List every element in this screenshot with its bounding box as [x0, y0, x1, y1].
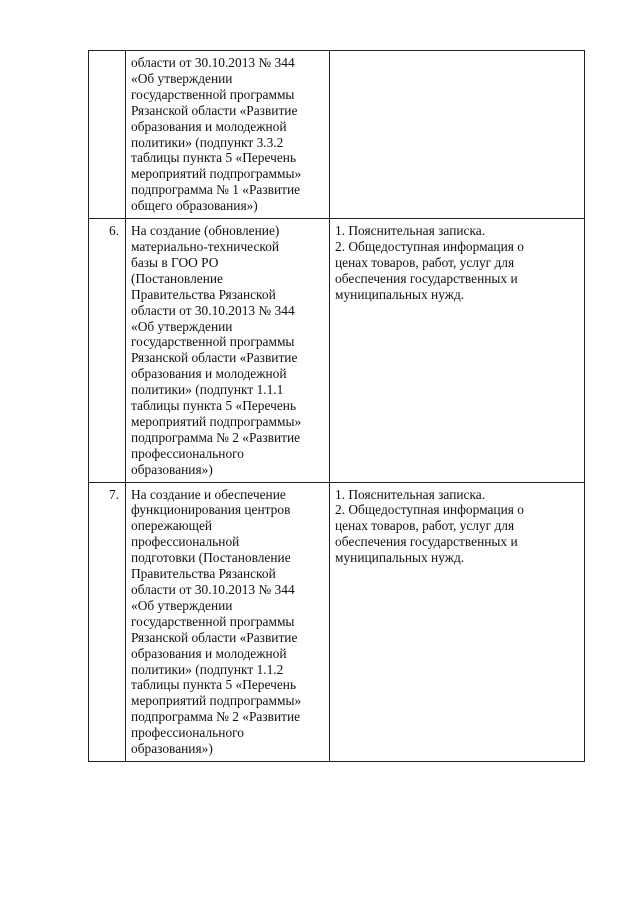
description-line: образования») [131, 461, 213, 477]
documents-line: муниципальных нужд. [335, 550, 465, 566]
documents-cell [330, 482, 585, 761]
description-line: «Об утверждении [131, 597, 233, 613]
table-body [89, 51, 585, 762]
documents-line: 2. Общедоступная информация о [335, 502, 524, 518]
description-line: Рязанской области «Развитие [131, 629, 298, 645]
documents-cell [330, 219, 585, 483]
documents-line: ценах товаров, работ, услуг для [335, 254, 515, 270]
description-line: общего образования») [131, 198, 258, 214]
description-line: профессиональной [131, 534, 240, 550]
documents-line: 1. Пояснительная записка. [335, 486, 486, 502]
documents-line: обеспечения государственных и [335, 534, 518, 550]
description-line: области от 30.10.2013 № 344 [131, 582, 295, 597]
description-line: Правительства Рязанской [131, 566, 276, 582]
row-number: 7. [108, 486, 119, 502]
description-line: мероприятий подпрограммы» [131, 166, 302, 182]
description-line: государственной программы [131, 334, 295, 350]
description-line: таблицы пункта 5 «Перечень [131, 677, 297, 693]
description-line: мероприятий подпрограммы» [131, 413, 302, 429]
description-line: (Постановление [131, 270, 223, 286]
row-number: 6. [108, 223, 119, 239]
row-number-cell [89, 219, 126, 483]
row-number-cell [89, 482, 126, 761]
description-line: мероприятий подпрограммы» [131, 693, 302, 709]
description-cell [126, 219, 330, 483]
documents-line: 2. Общедоступная информация о [335, 238, 524, 254]
description-line: образования и молодежной [131, 118, 287, 134]
description-line: политики» (подпункт 3.3.2 [131, 134, 284, 150]
description-line: политики» (подпункт 1.1.2 [131, 661, 284, 677]
description-cell [126, 51, 330, 219]
description-line: подпрограмма № 1 «Развитие [131, 182, 301, 198]
description-line: Рязанской области «Развитие [131, 102, 298, 118]
documents-line: 1. Пояснительная записка. [335, 223, 486, 239]
description-line: профессионального [131, 725, 244, 741]
description-line: материально-технической [131, 238, 280, 254]
row-number-cell [89, 51, 126, 219]
subsidy-table [88, 50, 585, 762]
description-line: области от 30.10.2013 № 344 [131, 302, 295, 318]
description-line: области от 30.10.2013 № 344 [131, 55, 295, 70]
description-line: политики» (подпункт 1.1.1 [131, 382, 284, 398]
description-line: подготовки (Постановление [131, 550, 291, 566]
documents-line: муниципальных нужд. [335, 286, 465, 302]
description-line: Правительства Рязанской [131, 286, 276, 302]
description-line: На создание и обеспечение [131, 486, 286, 502]
description-cell [126, 482, 330, 761]
description-line: государственной программы [131, 86, 295, 102]
description-line: образования и молодежной [131, 366, 287, 382]
description-line: опережающей [131, 518, 213, 534]
documents-cell [330, 51, 585, 219]
description-line: функционирования центров [131, 502, 291, 518]
description-line: образования и молодежной [131, 645, 287, 661]
documents-line: обеспечения государственных и [335, 270, 518, 286]
description-line: базы в ГОО РО [131, 254, 219, 270]
documents-line: ценах товаров, работ, услуг для [335, 518, 515, 534]
description-line: профессионального [131, 445, 244, 461]
description-line: подпрограмма № 2 «Развитие [131, 429, 301, 445]
description-line: «Об утверждении [131, 70, 233, 86]
description-line: государственной программы [131, 613, 295, 629]
description-line: таблицы пункта 5 «Перечень [131, 150, 297, 166]
description-line: подпрограмма № 2 «Развитие [131, 709, 301, 725]
description-line: Рязанской области «Развитие [131, 350, 298, 366]
table-row [89, 51, 585, 219]
description-line: образования») [131, 741, 213, 757]
description-line: таблицы пункта 5 «Перечень [131, 398, 297, 414]
table-row [89, 219, 585, 483]
description-line: На создание (обновление) [131, 223, 280, 239]
table-row [89, 482, 585, 761]
description-line: «Об утверждении [131, 318, 233, 334]
